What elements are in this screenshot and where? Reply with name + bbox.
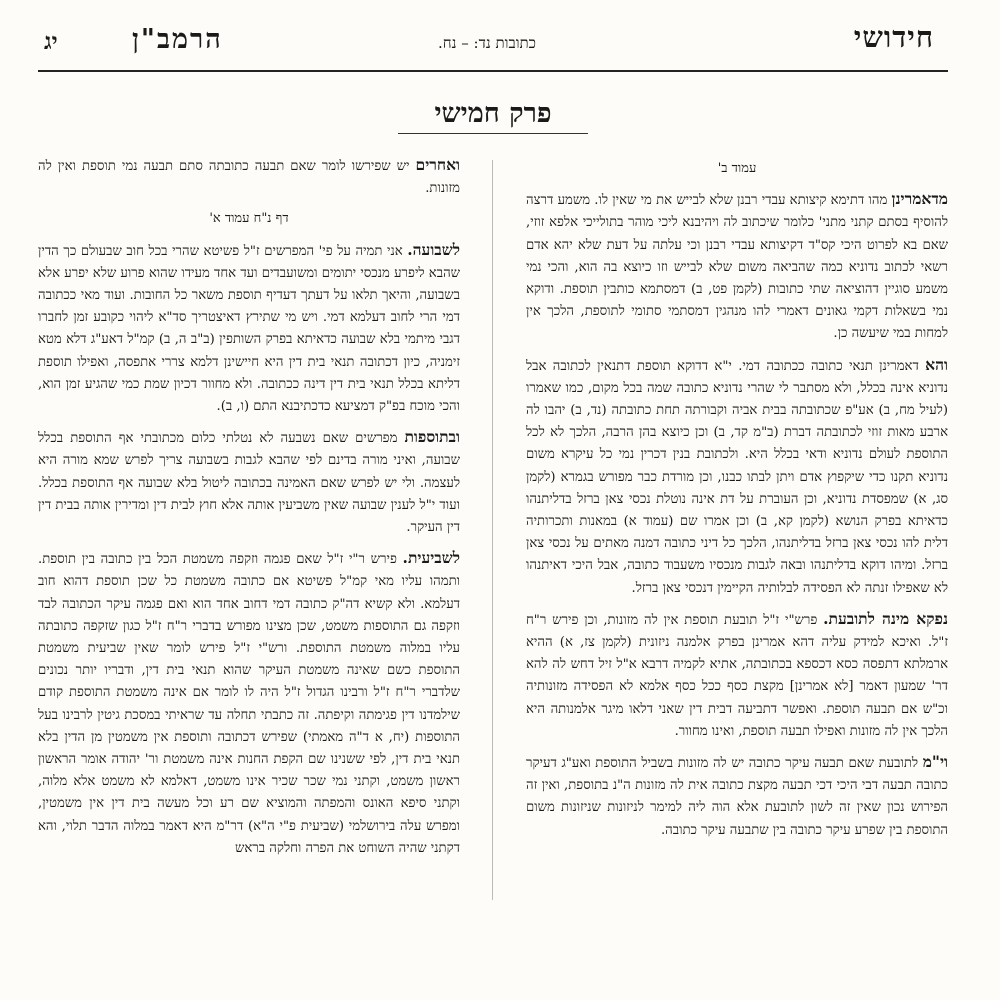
paragraph-text: יש שפירשו לומר שאם תבעה כתובתה סתם תבעה נמי תוספת ואין לה מזונות. [38,159,460,197]
paragraph [526,188,948,345]
paragraph-text: דאמרינן תנאי כתובה ככתובה דמי. י"א דדוקא תוספת דתנאין לכתובה אבל נדוניא אינה בכלל, ולא מסתבר לי שהרי נדוניא כתובה שמה בכל מקום, כמו שאמרו (לעיל מח, ב) אע"פ שכתובתה בבית אביה וקבורתה תחת כתובתה (נד, ב) יהבו לה ארבע מאות זוזי לכתובתה דברת (ב"מ קד, ב) וכן כיוצא בהן הרבה, הלכך לא לכל התוספת לעולם נדוניא ודאי בכלל היא. ולכתובת בנין דכרין נמי כל עיקרא משום נדוניא תקנו כדי שיקפוץ אדם ויתן לבתו כבנו, וכן מורדת כבר מפורש בגמרא (לקמן סג, א) שמפסדת נדוניא, וכן העוברת על דת אינה נוטלת נכסי צאן ברזל בדליתנהו כדאיתא בפרק הנושא (לקמן קא, ב) וכן אמרו שם (עמוד א) במאנות ותכרותיה דלית להו נכסי צאן ברזל בדליתנהו, הלכך כל דיני כתובה דמנה מאתים על נכסי צאן ברזל. ומיהו דוקא בדליתנהו ובאה לגבות מנכסיו משעבוד כתובה, אבל היכי דאיתנהו לא שאפילו זנתה לא הפסידה לבלותיה הקיימין דנכסי צאן ברזל. [526,358,948,596]
paragraph-text: אני תמיה על פי' המפרשים ז"ל פשיטא שהרי בכל חוב שבעולם כך הדין שהבא ליפרע מנכסי יתומים ומשועבדים ועד אחד מעידו שהוא פרוע שלא יפרע אלא בשבועה, והיאך תלאו על דעתך דעדיף תוספת משאר כל החובות. ועוד מאי ככתובה דמי הרי לחוב דעלמא דמי. ויש מי שתירץ דאיצטריך סד"א ליהוי כקובע זמן לחברו דגבי מיתמי בלא שבועה כדאיתא בפרק השותפין (ב"ב ה, ב) קמ"ל דאע"ג דלא מטא זימניה, כיון דכתובה תנאי בית דין היא חיישינן דלמא צררי אתפסה, ואפילו תוספת דליתא בכלל תנאי בית דין דינה ככתובה. ולא מחוור דכיון שמת כמי שהגיע זמן הוא, והכי מוכח בפ"ק דמציעא כדכתיבנא התם (ו, ב). [38,243,460,415]
book-title: חידושי [853,20,934,54]
paragraph [38,239,460,419]
paragraph-text: מהו דתימא קיצותא עבדי רבנן שלא לבייש את מי שאין לו. משמע דרצה להוסיף בסתם קתני מתני' כלומר שיכתוב לה ויהיבנא ליכי מוהר בתולייכי אלפא זוזי, שאם בא לפרוט היכי קס"ד דקיצותא עבדי רבנן וכי עלתה על דעת שלא יהא אדם רשאי לכתוב נדוניא כמה שהביאה משום שלא לבייש וזו כיוצא בה הוא, והכי נמי משמע סוגיין דהוציאה שתי כתובות (לקמן פט, ב) דמסתמא כותבין תוספת. ודוקא נמי בשאלות דקמי גאונים דאמרי להו מנהגין דמסתמי סתומי לתוספת, הלכך אין למחות במי שיעשה כן. [526,193,948,342]
paragraph-text: פירש ר"י ז"ל שאם פגמה וזקפה משמטת הכל בין כתובה בין תוספת. ותמהו עליו מאי קמ"ל פשיטא אם כתובה משמטת כל שכן תוספת דהוא חוב דעלמא. ולא קשיא דה"ק כתובה דמי דחוב אחד הוא ואם פגמה עיקר הכתובה לבד וזקפה גם התוספות משמט, שכן מצינו מפורש בדברי ר"ח ז"ל כגון שזקפה כתובתה עליו במלוה משמטת התוספת. ורש"י ז"ל פירש לומר שאין שביעית משמטת התוספת כשם שאינה משמטת העיקר שהוא תנאי בית דין, ודבריו יותר נכונים שלדברי ר"ח ז"ל ורבינו הגדול ז"ל היה לו לומר אם אינה משמטת התוספת קודם שילמדנו דין פגימתה וקיפתה. זה כתבתי תחלה עד שראיתי במסכת גיטין לרבינו בעל התוספות (יח, א ד"ה מאמתי) שפירש דכתובה ותוספת אין משמטין מן הדין בלא תנאי בית דין, לפי ששנינו שם הקפת החנות אינה משמטת ור' יהודה אומר הראשון ראשון משמט, וקתני נמי שכר שכיר אינו משמט, דאלמא לא משמט אלא מלוה, וקתני סיפא האונס והמפתה והמוציא שם רע וכל מעשה בית דין אין משמטין, ומפרש עלה בירושלמי (שביעית פ"י ה"א) דר"מ היא דאמר במלוה הדבר תלוי, והא דקתני שהיה השוחט את הפרה וחלקה בראש [38,552,460,856]
paragraph [526,354,948,600]
column-subheading: דף נ"ח עמוד א' [209,211,289,227]
lemma: נפקא מינה לתובעת. [823,608,948,628]
running-header [38,8,948,72]
lemma: וי"מ [922,752,948,772]
right-column [526,154,948,850]
sugya-reference: כתובות נד: – נח. [438,34,537,52]
paragraph-text: לתובעת שאם תבעה עיקר כתובה יש לה מזונות בשביל התוספת ואע"ג דעיקר כתובה תבעה דבי היכי דכי תבעה מקצת כתובה אית לה מזונות ה"נ בתוספת, ואין זה הפירוש נכון שאין זה לשון לתובעת אלא הוה ליה למימר לניזונות שניזונות משום התוספת בין שפרע עיקר כתובה בין שתבעה עיקר כתובה. [526,756,948,838]
column-subheading: עמוד ב' [717,161,757,176]
paragraph [38,154,460,200]
page-number: יג [44,28,58,55]
lemma: מדאמרינן [891,189,948,209]
lemma: לשבועה. [407,239,460,259]
paragraph [38,426,460,539]
paragraph-text: מפרשים שאם נשבעה לא נטלתי כלום מכתובתי אף התוספת בכלל שבועה, ואיני מורה בדינם לפי שהבא לגבות בשבועה צריך לפרש שמא מורה היא לעצמה. ולי יש לפרש שאם האמינה בכתובה ליטול בלא שבועה אף התוספת בכלל. ועוד י"ל לענין שבועה שאין משביעין אותה אלא חוץ לבית דין ומדירין אותה בבית דין דין העיקר. [38,431,460,536]
text-columns [38,154,948,954]
column-divider [492,160,493,900]
paragraph [38,547,460,860]
chapter-title: פרק חמישי [434,98,552,129]
lemma: ובתוספות [404,427,460,447]
paragraph-text: פרש"י ז"ל תובעת תוספת אין לה מזונות, וכן פירש ר"ח ז"ל. ואיכא למידק עליה דהא אמרינן בפרק אלמנה ניזונית (לקמן צז, א) ההיא ארמלתא דתפסה כסא דכספא בכתובתה, אתיא לקמיה דרבא א"ל זיל דחש לה להא דר' שמעון דאמר [לא אמרינן] מקצת כסף ככל כסף אלמא לא הפסידה מזונותיה וכ"ש אם תבעה תוספת. ואפשר דתביעה דבית דין שאני דלאו מיגר אלמנותה היא הלכך אין לה מזונות ואפילו תבעה תוספת, ואינו מחוור. [526,612,948,739]
paragraph [526,751,948,842]
left-column [38,154,460,868]
lemma: והא [925,354,948,374]
lemma: לשביעית. [402,548,460,568]
chapter-rule [398,133,588,134]
lemma: ואחרים [415,155,460,174]
author-title: הרמב"ן [132,24,223,55]
paragraph [526,608,948,743]
